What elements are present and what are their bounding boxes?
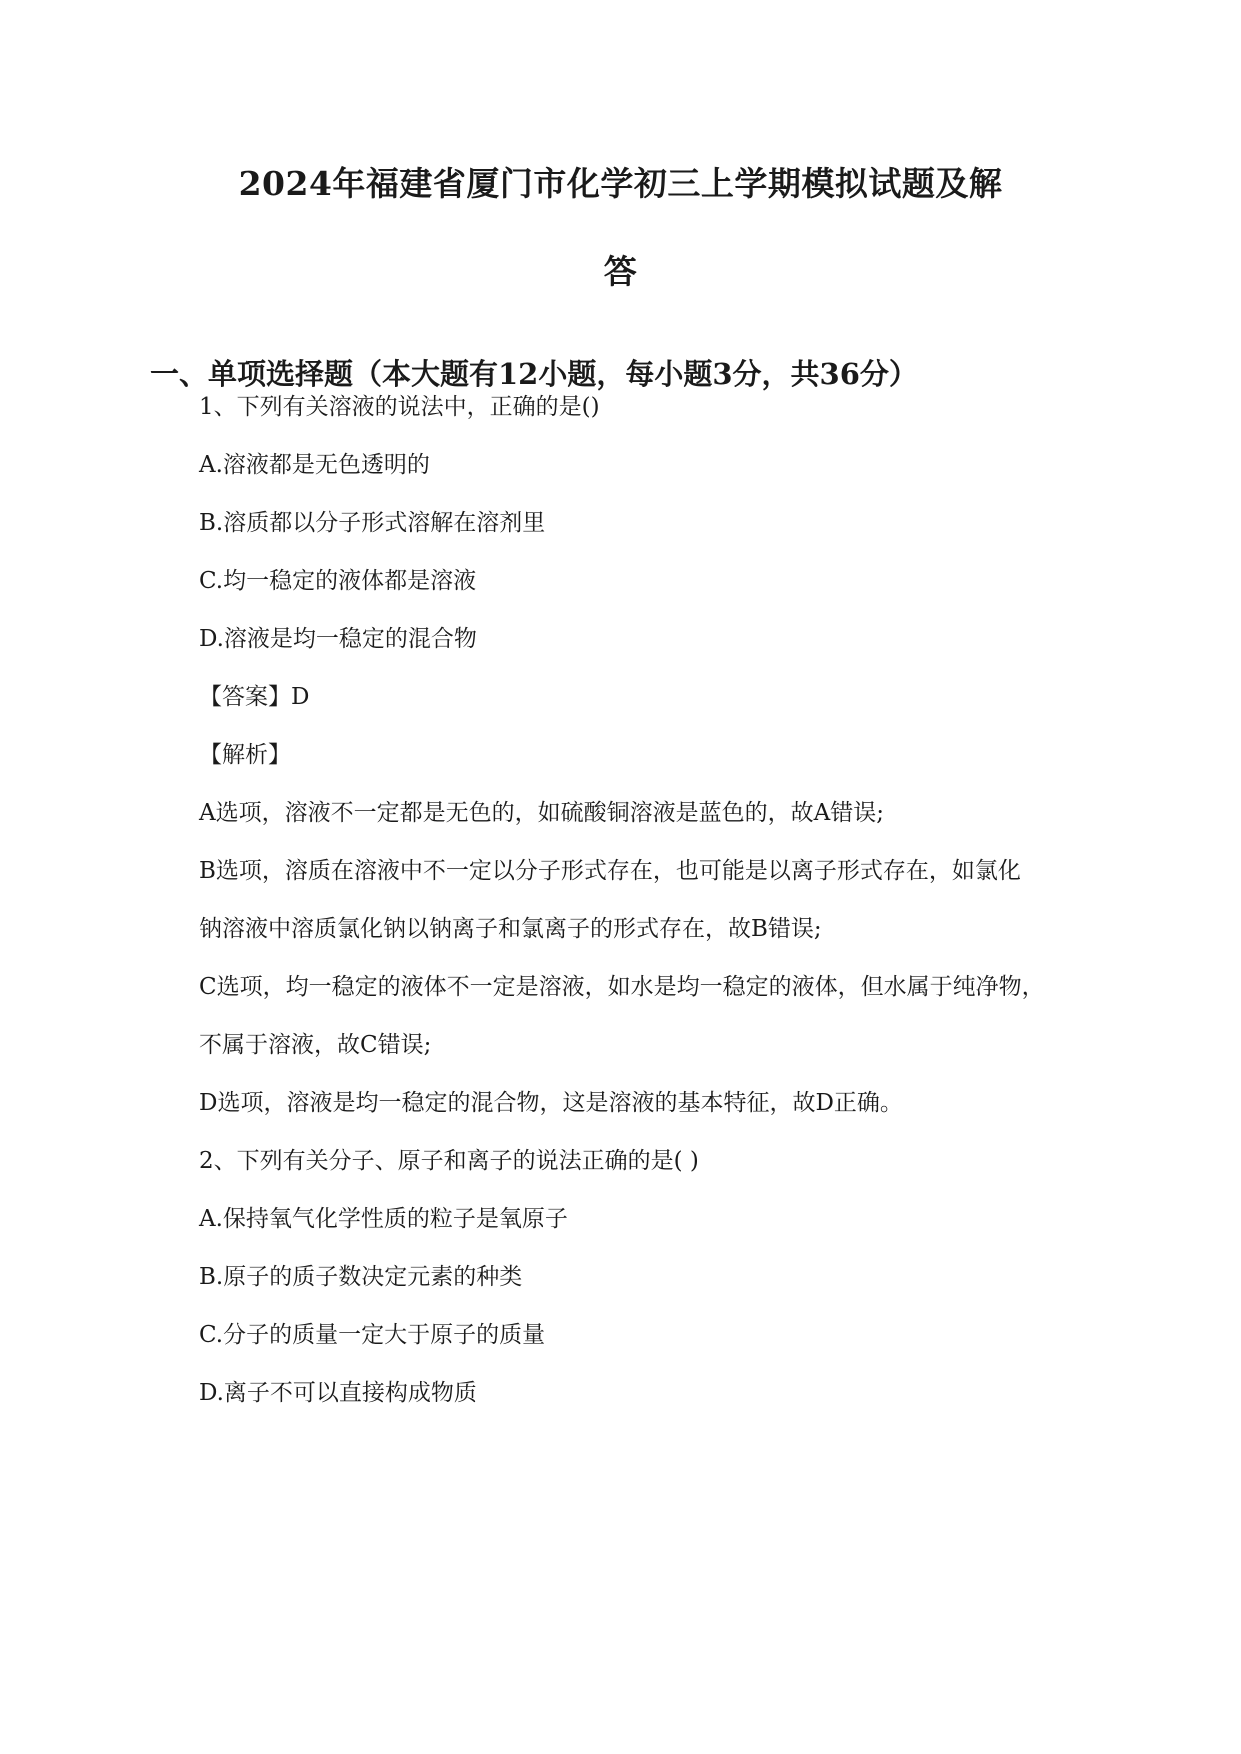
question-2-option-a: A.保持氧气化学性质的粒子是氧原子	[199, 1206, 568, 1232]
analysis-line: C选项，均一稳定的液体不一定是溶液，如水是均一稳定的液体，但水属于纯净物，	[199, 974, 1045, 1000]
question-2-option-b: B.原子的质子数决定元素的种类	[199, 1264, 523, 1290]
analysis-line: D选项，溶液是均一稳定的混合物，这是溶液的基本特征，故D正确。	[199, 1090, 903, 1116]
question-1-option-a: A.溶液都是无色透明的	[199, 452, 430, 478]
question-1-answer: 【答案】D	[199, 684, 310, 710]
question-2-option-d: D.离子不可以直接构成物质	[199, 1380, 477, 1406]
question-1-option-b: B.溶质都以分子形式溶解在溶剂里	[199, 510, 546, 536]
question-1-analysis-label: 【解析】	[199, 742, 291, 768]
question-2-option-c: C.分子的质量一定大于原子的质量	[199, 1322, 546, 1348]
question-1-stem: 1、下列有关溶液的说法中，正确的是()	[199, 394, 600, 420]
section-heading: 一、单项选择题（本大题有12小题，每小题3分，共36分）	[150, 357, 918, 391]
question-2-stem: 2、下列有关分子、原子和离子的说法正确的是( )	[199, 1148, 699, 1174]
document-title-line1: 2024年福建省厦门市化学初三上学期模拟试题及解	[238, 164, 1003, 203]
analysis-line: 不属于溶液，故C错误;	[199, 1032, 432, 1058]
question-1-option-d: D.溶液是均一稳定的混合物	[199, 626, 477, 652]
question-1-option-c: C.均一稳定的液体都是溶液	[199, 568, 477, 594]
analysis-line: B选项，溶质在溶液中不一定以分子形式存在，也可能是以离子形式存在，如氯化	[199, 858, 1021, 884]
analysis-line: A选项，溶液不一定都是无色的，如硫酸铜溶液是蓝色的，故A错误;	[199, 800, 884, 826]
analysis-line: 钠溶液中溶质氯化钠以钠离子和氯离子的形式存在，故B错误;	[199, 916, 822, 942]
document-title-line2: 答	[603, 252, 638, 291]
